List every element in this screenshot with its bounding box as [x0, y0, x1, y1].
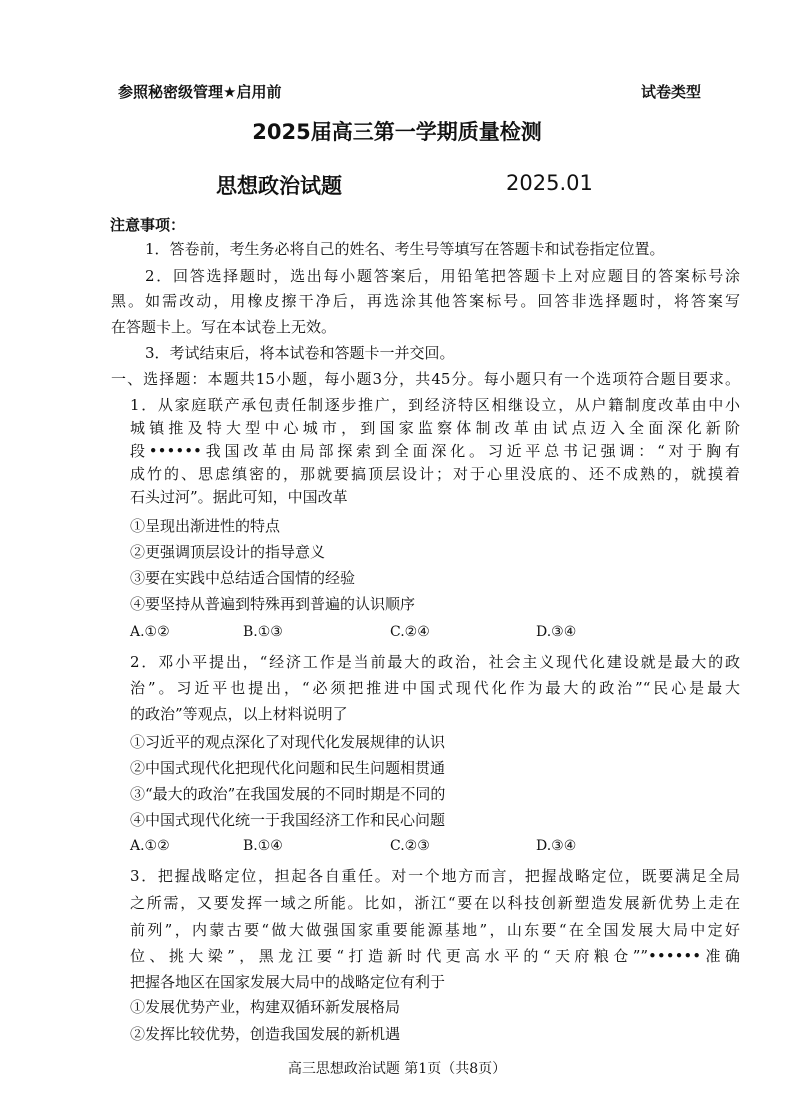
q1-option-d: D.③④	[536, 624, 577, 640]
paper-type-label: 试卷类型	[641, 83, 702, 101]
q2-stem-line-2: 治”。习近平也提出，“必须把推进中国式现代化作为最大的政治”“民心是最大	[130, 679, 740, 697]
q2-statement-4: ④中国式现代化统一于我国经济工作和民心问题	[130, 811, 446, 829]
section-1-heading: 一、选择题：本题共15小题，每小题3分，共45分。每小题只有一个选项符合题目要求。	[111, 370, 740, 388]
q1-stem-line-1: 1．从家庭联产承包责任制逐步推广，到经济特区相继设立，从户籍制度改革由中小	[130, 396, 740, 414]
notice-item-3: 3．考试结束后，将本试卷和答题卡一并交回。	[145, 344, 455, 362]
q2-option-a: A.①②	[130, 838, 170, 854]
q1-option-b: B.①③	[243, 624, 283, 640]
q3-stem-line-3: 前列”，内蒙古要“做大做强国家重要能源基地”，山东要“在全国发展大局中定好	[130, 921, 740, 939]
q1-option-c: C.②④	[390, 624, 430, 640]
q1-statement-3: ③要在实践中总结适合国情的经验	[130, 569, 356, 587]
q2-statement-2: ②中国式现代化把现代化问题和民生问题相贯通	[130, 759, 446, 777]
q1-statement-4: ④要坚持从普遍到特殊再到普遍的认识顺序	[130, 595, 416, 613]
secrecy-label: 参照秘密级管理★启用前	[118, 83, 282, 101]
exam-date: 2025.01	[506, 171, 593, 195]
notice-heading: 注意事项：	[110, 216, 186, 234]
subject-title: 思想政治试题	[216, 174, 342, 198]
q3-statement-2: ②发挥比较优势，创造我国发展的新机遇	[130, 1025, 401, 1043]
exam-title: 2025届高三第一学期质量检测	[252, 120, 542, 144]
q2-option-d: D.③④	[536, 838, 577, 854]
q1-statement-2: ②更强调顶层设计的指导意义	[130, 543, 326, 561]
q2-statement-3: ③“最大的政治”在我国发展的不同时期是不同的	[130, 785, 446, 803]
notice-item-2-line-1: 2．回答选择题时，选出每小题答案后，用铅笔把答题卡上对应题目的答案标号涂	[145, 267, 740, 285]
notice-item-2-line-3: 在答题卡上。写在本试卷上无效。	[111, 318, 337, 336]
q1-stem-line-3: 段••••••我国改革由局部探索到全面深化。习近平总书记强调：“对于胸有	[130, 442, 740, 460]
q1-stem-line-4: 成竹的、思虑缜密的，那就要搞顶层设计；对于心里没底的、还不成熟的，就摸着	[130, 465, 740, 483]
notice-item-1: 1．答卷前，考生务必将自己的姓名、考生号等填写在答题卡和试卷指定位置。	[145, 240, 665, 258]
q2-statement-1: ①习近平的观点深化了对现代化发展规律的认识	[130, 733, 446, 751]
q3-stem-line-2: 之所需，又要发挥一域之所能。比如，浙江“要在以科技创新塑造发展新优势上走在	[130, 894, 740, 912]
q1-stem-line-2: 城镇推及特大型中心城市，到国家监察体制改革由试点迈入全面深化新阶	[130, 419, 740, 437]
q2-stem-line-1: 2．邓小平提出，“经济工作是当前最大的政治，社会主义现代化建设就是最大的政	[130, 653, 740, 671]
q3-stem-line-4: 位、挑大梁”，黑龙江要“打造新时代更高水平的“天府粮仓””••••••准确	[130, 947, 740, 965]
q3-stem-line-5: 把握各地区在国家发展大局中的战略定位有利于	[130, 973, 446, 991]
q1-stem-line-5: 石头过河”。据此可知，中国改革	[130, 488, 348, 506]
q1-statement-1: ①呈现出渐进性的特点	[130, 517, 281, 535]
notice-item-2-line-2: 黑。如需改动，用橡皮擦干净后，再选涂其他答案标号。回答非选择题时，将答案写	[111, 292, 740, 310]
q2-option-c: C.②③	[390, 838, 430, 854]
q2-stem-line-3: 的政治”等观点，以上材料说明了	[130, 705, 348, 723]
q1-option-a: A.①②	[130, 624, 170, 640]
q3-stem-line-1: 3．把握战略定位，担起各自重任。对一个地方而言，把握战略定位，既要满足全局	[130, 867, 740, 885]
page-footer: 高三思想政治试题 第1页（共8页）	[287, 1061, 507, 1077]
q3-statement-1: ①发展优势产业，构建双循环新发展格局	[130, 998, 401, 1016]
q2-option-b: B.①④	[243, 838, 283, 854]
